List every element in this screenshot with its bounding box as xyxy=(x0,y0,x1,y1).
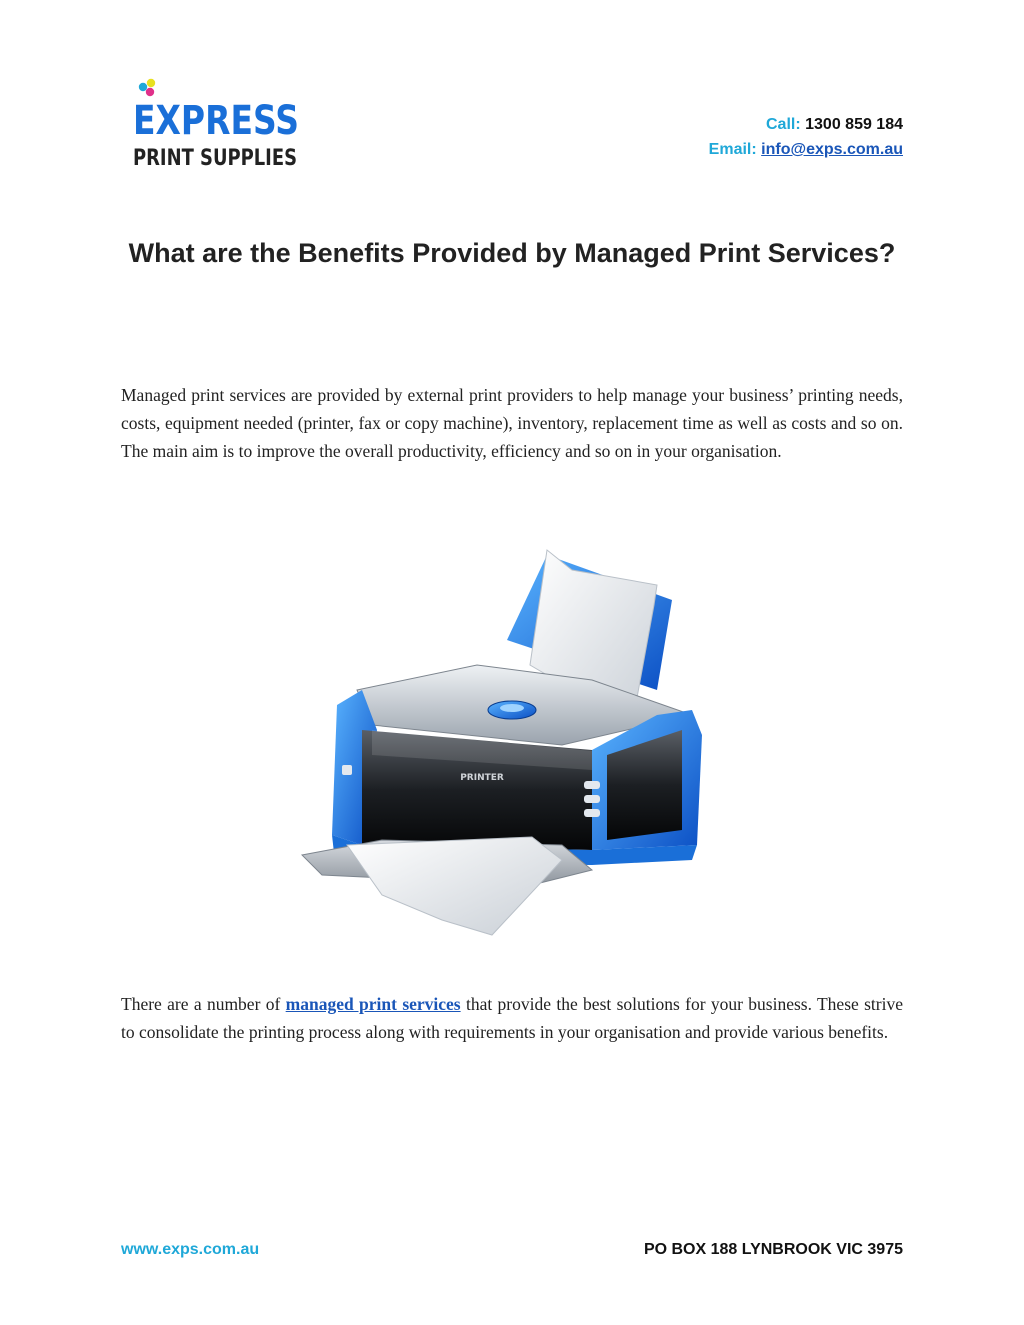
email-label: Email: xyxy=(708,141,757,158)
intro-paragraph: Managed print services are provided by external print providers to help manage your business’ printing needs, costs, equipment needed (printer, fax or copy machine), inventory, replacement time as well as costs and so on. The main aim is to improve the overall productivity, efficiency and so on in your organisation. xyxy=(121,385,903,461)
managed-print-services-link[interactable]: managed print services xyxy=(285,994,461,1014)
call-line xyxy=(709,112,903,137)
email-link[interactable]: info@exps.com.au xyxy=(761,141,903,158)
services-paragraph xyxy=(121,990,903,1046)
printer-icon xyxy=(262,515,762,965)
express-print-supplies-logo xyxy=(133,78,303,170)
services-paragraph-text-2: that provide the best solutions for your business. These strive to consolidate the printing process along with requirements in your organisation and provide various benefits. xyxy=(121,994,903,1042)
logo-top-text: EXPRESS xyxy=(133,98,299,144)
printer-brand-label: PRINTER xyxy=(460,773,504,783)
footer-website-link[interactable]: www.exps.com.au xyxy=(121,1241,260,1258)
call-label: Call: xyxy=(766,116,801,133)
email-line xyxy=(709,137,903,162)
services-paragraph-text-1: There are a number of xyxy=(121,994,286,1014)
page-title: What are the Benefits Provided by Managed Print Services? xyxy=(128,238,896,268)
contact-info xyxy=(709,112,903,162)
logo-bottom-text: PRINT SUPPLIES xyxy=(133,146,297,171)
call-number[interactable]: 1300 859 184 xyxy=(805,116,903,133)
footer-address: PO BOX 188 LYNBROOK VIC 3975 xyxy=(643,1241,903,1258)
